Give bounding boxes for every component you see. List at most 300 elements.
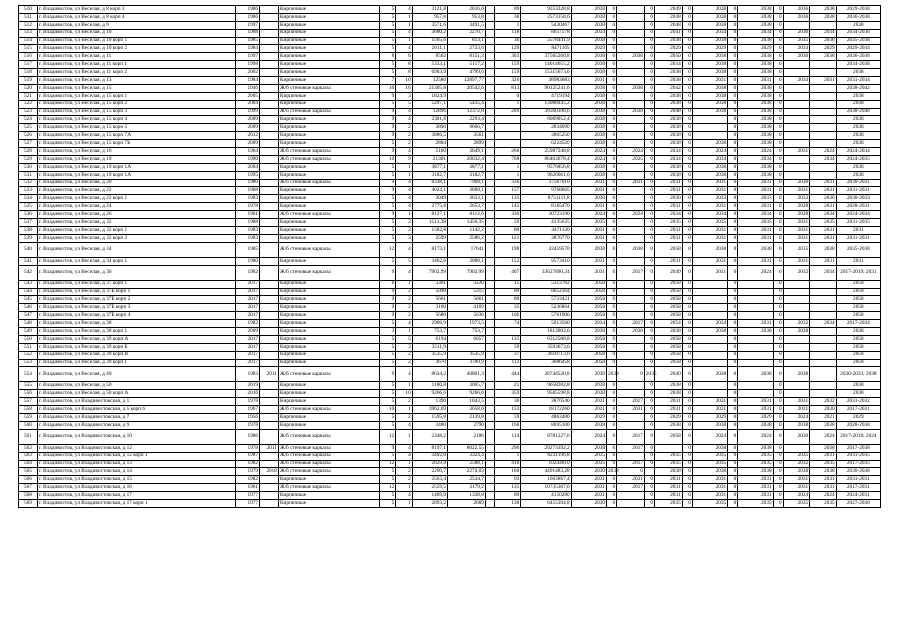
table-row [19,444,881,452]
cell-z4: 0 [728,37,738,45]
cell-period: 2029-2038 [836,6,880,14]
cell-z3: 0 [682,195,692,203]
cell-z2: 0 [644,92,654,100]
cell-residents: 1 [494,21,521,29]
cell-year-g: 2031 [810,234,837,242]
cell-year-f: 2031 [783,226,810,234]
cell-year-d [692,382,727,390]
cell-reconstruction-year [260,155,279,163]
cell-row-number: 515 [19,45,38,53]
cell-c9 [485,499,494,507]
cell-cost: 43459570 [521,242,571,257]
cell-z1: 0 [607,6,617,14]
cell-c9 [485,21,494,29]
cell-row-number: 524 [19,116,38,124]
cell-row-number: 542 [19,265,38,280]
cell-year-d: 2038 [692,6,727,14]
cell-z4: 0 [728,234,738,242]
cell-year-g: 2031 [810,187,837,195]
cell-z4: 0 [728,132,738,140]
cell-year-b: 2031 [617,179,645,187]
cell-year-e: 2035 [738,219,773,227]
cell-z3: 0 [682,343,692,351]
cell-address: г. Владивосток, ул Владивостокская, д 1 [37,398,235,406]
cell-z4: 0 [728,367,738,382]
table-row [19,69,881,77]
table-row [19,234,881,242]
cell-floors: 5 [379,69,395,77]
table-row [19,304,881,312]
cell-z4: 0 [728,179,738,187]
table-row [19,187,881,195]
cell-year-b [617,92,645,100]
cell-z3: 0 [682,296,692,304]
cell-z3: 0 [682,242,692,257]
table-row [19,327,881,335]
cell-row-number: 552 [19,351,38,359]
cell-z1: 0 [607,219,617,227]
cell-z2: 0 [644,351,654,359]
cell-wall-material: Кирпичные [278,320,379,328]
cell-year-b [617,296,645,304]
cell-year-d: 2033 [692,195,727,203]
cell-floors: 5 [379,37,395,45]
cell-living-area [448,343,486,351]
cell-entrances: 16 [396,84,412,92]
cell-address: г. Владивосток, ул Веселая, д 10 корп 1 [37,37,235,45]
cell-residents [494,132,521,140]
cell-year-d [692,280,727,288]
cell-z2: 2035 [644,367,654,382]
cell-residents: 198 [494,242,521,257]
cell-floors: 5 [379,452,395,460]
cell-row-number: 547 [19,312,38,320]
cell-z2: 0 [644,429,654,444]
cell-z3: 0 [682,21,692,29]
cell-entrances: 4 [396,108,412,116]
cell-z2: 0 [644,484,654,492]
cell-build-year: 1978 [236,203,260,211]
cell-wall-material: Кирпичные [278,37,379,45]
cell-entrances: 3 [396,92,412,100]
table-row [19,61,881,69]
cell-build-year: 1978 [236,398,260,406]
cell-year-c: 2035 [654,499,682,507]
cell-build-year: 2009 [236,116,260,124]
cell-z2: 0 [644,132,654,140]
cell-z1: 0 [607,132,617,140]
cell-total-area: 5661 [412,296,447,304]
cell-address: г. Владивосток, ул Владивостокская, д 12 [37,444,235,452]
cell-z1: 0 [607,203,617,211]
cell-year-d: 2035 [692,452,727,460]
cell-z5: 0 [773,171,783,179]
cell-year-f [783,382,810,390]
cell-c9 [485,460,494,468]
cell-year-g [810,288,837,296]
cell-living-area: 2274,03 [448,468,486,476]
cell-z5: 0 [773,132,783,140]
cell-year-g: 2030 [810,406,837,414]
cell-floors: 5 [379,13,395,21]
cell-row-number: 560 [19,421,38,429]
cell-year-d: 2038 [692,61,727,69]
cell-year-b: 2031 [617,406,645,414]
cell-z1: 0 [607,452,617,460]
cell-entrances: 4 [396,242,412,257]
cell-living-area: 40801,3 [448,367,486,382]
cell-cost: 18172260 [521,406,571,414]
cell-z5: 0 [773,108,783,116]
cell-z5: 0 [773,211,783,219]
cell-build-year: 2017 [236,304,260,312]
cell-z4: 0 [728,211,738,219]
cell-build-year: 1984 [236,77,260,85]
cell-year-d: 2024 [692,429,727,444]
cell-build-year: 1982 [236,320,260,328]
cell-period: 2036-2038 [836,53,880,61]
cell-residents: 89 [494,492,521,500]
cell-year-e: 2031 [738,398,773,406]
cell-residents: 36 [494,13,521,21]
cell-year-c: 2029 [654,413,682,421]
cell-row-number: 550 [19,335,38,343]
cell-c9 [485,429,494,444]
cell-c9 [485,343,494,351]
cell-year-b [617,6,645,14]
cell-z5: 0 [773,499,783,507]
cell-wall-material: Кирпичные [278,492,379,500]
cell-reconstruction-year [260,163,279,171]
cell-living-area: 1142,2 [448,226,486,234]
cell-z3: 0 [682,484,692,492]
cell-total-area: 3462,6 [412,257,447,265]
cell-z4: 0 [728,124,738,132]
cell-cost: 8781227,6 [521,429,571,444]
cell-wall-material: Кирпичные [278,132,379,140]
cell-year-a: 2024 [571,429,606,444]
cell-cost: 6455394,8 [521,499,571,507]
cell-year-g: 2038 [810,37,837,45]
cell-entrances: 4 [396,148,412,156]
cell-reconstruction-year [260,265,279,280]
cell-year-d: 2031 [692,398,727,406]
cell-living-area: 3633,1 [448,195,486,203]
cell-year-d: 2031 [692,234,727,242]
cell-year-e: 2031 [738,257,773,265]
cell-period: 2017-2031 [836,484,880,492]
cell-build-year: 1983 [236,195,260,203]
cell-year-f: 2032 [783,320,810,328]
cell-floors: 5 [379,203,395,211]
cell-floors: 5 [379,61,395,69]
cell-z3: 0 [682,327,692,335]
cell-z2: 0 [644,219,654,227]
cell-year-f [783,343,810,351]
cell-z3: 0 [682,140,692,148]
cell-row-number: 513 [19,29,38,37]
cell-z5: 0 [773,280,783,288]
cell-living-area: 6057 [448,335,486,343]
cell-period: 2027-2030 [836,499,880,507]
cell-year-e: 2038 [738,61,773,69]
cell-address: г. Владивосток, ул Веселая, д 37Б корп 4 [37,312,235,320]
cell-period: 2038 [836,140,880,148]
cell-wall-material: Кирпичные [278,351,379,359]
cell-year-e: 2034 [738,211,773,219]
cell-z4: 0 [728,421,738,429]
cell-residents [494,116,521,124]
cell-entrances: 8 [396,69,412,77]
cell-address: г. Владивосток, ул Веселая, д 22 корп 1 [37,195,235,203]
cell-year-c: 2058 [654,242,682,257]
cell-floors: 7 [379,77,395,85]
cell-year-c: 2031 [654,476,682,484]
cell-entrances: 2 [396,398,412,406]
cell-total-area: 21301 [412,155,447,163]
table-row [19,390,881,398]
cell-year-c: 2031 [654,398,682,406]
cell-z2: 0 [644,234,654,242]
cell-year-g: 2031 [810,203,837,211]
cell-z4: 0 [728,61,738,69]
cell-wall-material: Кирпичные [278,171,379,179]
cell-reconstruction-year [260,13,279,21]
cell-year-b: 2038 [617,84,645,92]
cell-year-a: 2038 [571,92,606,100]
cell-cost: 4471120 [521,226,571,234]
cell-z3: 0 [682,413,692,421]
cell-z2 [644,468,654,476]
cell-z1: 0 [607,280,617,288]
cell-entrances: 4 [396,265,412,280]
cell-entrances: 1 [396,484,412,492]
cell-period: 2038 [836,163,880,171]
cell-total-area: 2611,1 [412,45,447,53]
cell-period: 2031-2034 [836,77,880,85]
cell-z2: 0 [644,6,654,14]
cell-year-b [617,421,645,429]
cell-year-g [810,92,837,100]
cell-living-area: 5636 [448,312,486,320]
cell-year-c: 2038 [654,100,682,108]
cell-year-c: 2038 [654,140,682,148]
cell-period: 2034-2038 [836,61,880,69]
cell-reconstruction-year [260,257,279,265]
cell-year-c: 2031 [654,187,682,195]
table-row [19,140,881,148]
cell-address: г. Владивосток, ул Веселая, д 15 корп 1 [37,92,235,100]
cell-entrances: 4 [396,6,412,14]
cell-cost: 6069052,4 [521,116,571,124]
cell-living-area: 3608,1 [448,187,486,195]
cell-year-g: 2038 [810,242,837,257]
table-row [19,108,881,116]
cell-address: г. Владивосток, ул Веселая, д 15 корп 2 [37,100,235,108]
cell-period: 2038 [836,390,880,398]
cell-z4: 0 [728,304,738,312]
cell-row-number: 568 [19,492,38,500]
cell-z4: 0 [728,499,738,507]
cell-year-c: 2058 [654,296,682,304]
cell-year-g: 2024 [810,429,837,444]
cell-wall-material: Кирпичные [278,234,379,242]
cell-period: 2024-2034 [836,148,880,156]
cell-z2: 0 [644,45,654,53]
cell-living-area: 2588,1 [448,460,486,468]
cell-year-b [617,29,645,37]
cell-entrances: 2 [396,124,412,132]
cell-total-area: 3301 [412,280,447,288]
cell-year-c: 2038 [654,116,682,124]
cell-cost: 14014655,2 [521,61,571,69]
cell-row-number: 540 [19,242,38,257]
cell-year-c: 2058 [654,312,682,320]
cell-year-c: 2031 [654,179,682,187]
cell-total-area: 4024,1 [412,187,447,195]
cell-address: г. Владивосток, ул Веселая, д 13 [37,77,235,85]
cell-year-c: 2050 [654,53,682,61]
cell-floors: 3 [379,327,395,335]
cell-cost: 3876540 [521,398,571,406]
cell-z2: 0 [644,452,654,460]
cell-z2: 0 [644,327,654,335]
cell-z2: 0 [644,179,654,187]
cell-floors: 5 [379,492,395,500]
cell-year-e: 2024 [738,429,773,444]
cell-entrances: 6 [396,53,412,61]
cell-z3: 0 [682,219,692,227]
table-row [19,257,881,265]
cell-total-area: 3535,9 [412,351,447,359]
cell-floors: 9 [379,108,395,116]
cell-build-year: 1982 [236,460,260,468]
cell-address: г. Владивосток, ул Владивостокская, д 16 [37,484,235,492]
cell-residents: 138 [494,499,521,507]
cell-wall-material: Кирпичные [278,61,379,69]
cell-row-number: 558 [19,406,38,414]
cell-year-a: 2024 [571,148,606,156]
cell-residents: 135 [494,195,521,203]
cell-z1: 0 [607,265,617,280]
cell-residents: 359 [494,390,521,398]
cell-row-number: 541 [19,257,38,265]
cell-row-number: 523 [19,108,38,116]
cell-year-f [783,100,810,108]
cell-z4: 0 [728,359,738,367]
cell-row-number: 528 [19,148,38,156]
cell-z4: 0 [728,219,738,227]
cell-period: 2017-2038 [836,444,880,452]
cell-z4: 0 [728,203,738,211]
cell-total-area: 3680,2 [412,29,447,37]
cell-wall-material: Кирпичные [278,163,379,171]
cell-z2: 0 [644,61,654,69]
cell-cost: 8471105 [521,45,571,53]
cell-wall-material: Кирпичные [278,359,379,367]
cell-year-a: 2038 [571,163,606,171]
cell-year-c: 2031 [654,234,682,242]
table-row [19,211,881,219]
cell-build-year: 1980 [236,257,260,265]
cell-year-e [738,304,773,312]
cell-z1: 0 [607,226,617,234]
cell-c9 [485,6,494,14]
cell-year-b [617,77,645,85]
cell-row-number: 557 [19,398,38,406]
cell-cost: 10735367,6 [521,484,571,492]
cell-living-area: 813,1 [448,37,486,45]
cell-cost: 25987248,8 [521,148,571,156]
cell-total-area: 3877,1 [412,163,447,171]
cell-year-g [810,100,837,108]
cell-year-a: 2031 [571,77,606,85]
cell-row-number: 521 [19,92,38,100]
cell-z4: 0 [728,226,738,234]
cell-year-c: 2049 [654,265,682,280]
cell-address: г. Владивосток, ул Веселая, д 37Б корп 1 [37,288,235,296]
cell-year-c [654,444,682,452]
cell-z3: 0 [682,100,692,108]
cell-year-f: 2031 [783,484,810,492]
cell-entrances: 2 [396,304,412,312]
cell-reconstruction-year [260,288,279,296]
cell-cost: 4135635 [521,219,571,227]
cell-cost: 5013560 [521,320,571,328]
cell-floors: 5 [379,140,395,148]
cell-residents: 303 [494,53,521,61]
cell-z1: 0 [607,195,617,203]
cell-wall-material: Кирпичные [278,116,379,124]
cell-c9 [485,29,494,37]
cell-residents: 1 [494,171,521,179]
cell-year-c: 2049 [654,6,682,14]
cell-total-area: 8127,1 [412,211,447,219]
cell-z2: 0 [644,29,654,37]
table-row [19,116,881,124]
cell-reconstruction-year [260,492,279,500]
cell-reconstruction-year [260,140,279,148]
cell-year-b [617,343,645,351]
cell-build-year: 2019 [236,382,260,390]
cell-year-c: 2058 [654,288,682,296]
cell-wall-material: Ж/б стеновые каркасы [278,484,379,492]
cell-year-f: 2032 [783,265,810,280]
table-row [19,343,881,351]
cell-living-area: 8151,3 [448,53,486,61]
cell-cost: 6312588,8 [521,335,571,343]
cell-z1: 0 [607,61,617,69]
cell-year-g [810,280,837,288]
cell-total-area: 2290,7 [412,468,447,476]
cell-build-year: 2009 [236,327,260,335]
cell-z5: 0 [773,13,783,21]
cell-year-e [738,288,773,296]
cell-reconstruction-year [260,61,279,69]
cell-entrances: 2 [396,359,412,367]
cell-c9 [485,219,494,227]
cell-year-f: 2033 [783,195,810,203]
cell-year-d: 2034 [692,211,727,219]
cell-z2: 0 [644,116,654,124]
cell-year-a: 2058 [571,280,606,288]
cell-c9 [485,69,494,77]
cell-living-area: 2270,7 [448,29,486,37]
cell-address: г. Владивосток, ул Веселая, д 15 корп 5 [37,124,235,132]
cell-entrances: 2 [396,140,412,148]
cell-z3: 0 [682,203,692,211]
cell-year-c: 2058 [654,304,682,312]
